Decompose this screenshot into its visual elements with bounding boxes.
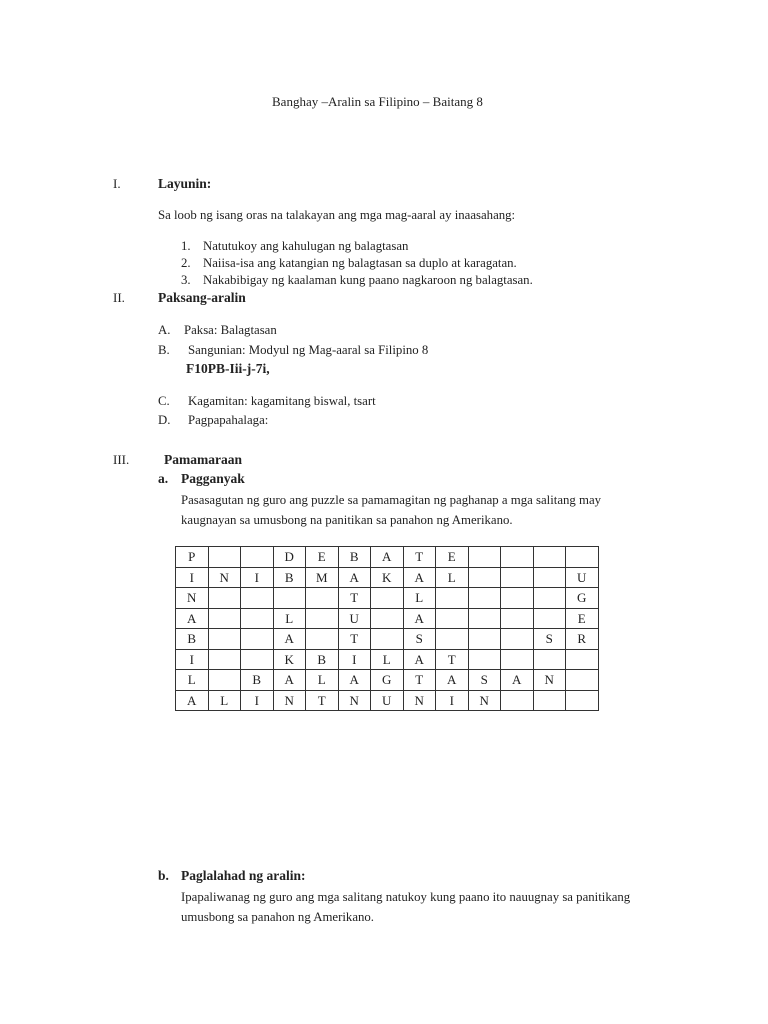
puzzle-cell: N — [208, 567, 241, 588]
puzzle-row — [176, 567, 599, 588]
puzzle-cell — [241, 608, 274, 629]
puzzle-cell: A — [273, 670, 306, 691]
puzzle-cell: E — [306, 547, 339, 568]
reference-letter: B. — [158, 343, 170, 357]
puzzle-row — [176, 629, 599, 650]
puzzle-cell: I — [241, 567, 274, 588]
puzzle-cell — [468, 588, 501, 609]
puzzle-cell — [501, 649, 534, 670]
puzzle-cell: K — [273, 649, 306, 670]
puzzle-cell: A — [176, 690, 209, 711]
puzzle-cell — [501, 608, 534, 629]
puzzle-cell: L — [306, 670, 339, 691]
puzzle-cell: I — [338, 649, 371, 670]
subject-letter: A. — [158, 323, 171, 337]
puzzle-cell — [241, 547, 274, 568]
puzzle-cell: I — [436, 690, 469, 711]
document-title: Banghay –Aralin sa Filipino – Baitang 8 — [272, 94, 483, 109]
section-3-heading: Pamamaraan — [164, 452, 242, 467]
subsection-b-text: Ipapaliwanag ng guro ang mga salitang natukoy kung paano ito nauugnay sa panitikang umusbong sa panahon ng Amerikano. — [181, 890, 631, 924]
materials-letter: C. — [158, 394, 170, 408]
puzzle-cell: A — [338, 567, 371, 588]
section-3-numeral: III. — [113, 452, 130, 467]
puzzle-cell: I — [176, 649, 209, 670]
puzzle-cell — [208, 588, 241, 609]
objective-number: 1. — [181, 239, 191, 253]
puzzle-cell: G — [566, 588, 599, 609]
puzzle-cell — [566, 547, 599, 568]
puzzle-cell: M — [306, 567, 339, 588]
puzzle-cell: K — [371, 567, 404, 588]
puzzle-cell: S — [533, 629, 566, 650]
puzzle-cell: T — [306, 690, 339, 711]
puzzle-cell — [468, 649, 501, 670]
puzzle-cell: B — [306, 649, 339, 670]
section-2-heading: Paksang-aralin — [158, 290, 246, 305]
puzzle-cell — [208, 608, 241, 629]
objective-text: Naiisa-isa ang katangian ng balagtasan sa duplo at karagatan. — [203, 256, 517, 270]
puzzle-cell — [533, 567, 566, 588]
objective-text: Natutukoy ang kahulugan ng balagtasan — [203, 239, 409, 253]
puzzle-cell — [306, 608, 339, 629]
subsection-b-heading: Paglalahad ng aralin: — [181, 868, 306, 883]
section-1-heading: Layunin: — [158, 176, 212, 191]
section-1-intro: Sa loob ng isang oras na talakayan ang mga mag-aaral ay inaasahang: — [158, 208, 516, 222]
puzzle-cell: A — [403, 567, 436, 588]
puzzle-cell — [468, 547, 501, 568]
competency-code: F10PB-Iii-j-7i, — [186, 361, 270, 376]
objective-text: Nakabibigay ng kaalaman kung paano nagkaroon ng balagtasan. — [203, 273, 533, 287]
puzzle-cell: A — [403, 608, 436, 629]
materials-text: Kagamitan: kagamitang biswal, tsart — [188, 394, 376, 408]
puzzle-cell: P — [176, 547, 209, 568]
puzzle-cell: I — [241, 690, 274, 711]
puzzle-cell: T — [436, 649, 469, 670]
puzzle-cell: B — [273, 567, 306, 588]
puzzle-cell — [306, 629, 339, 650]
puzzle-cell — [371, 588, 404, 609]
puzzle-cell — [208, 670, 241, 691]
puzzle-cell — [533, 690, 566, 711]
puzzle-cell — [566, 690, 599, 711]
puzzle-row — [176, 649, 599, 670]
puzzle-cell: T — [403, 670, 436, 691]
puzzle-cell — [208, 547, 241, 568]
puzzle-cell — [468, 567, 501, 588]
puzzle-cell: I — [176, 567, 209, 588]
puzzle-cell — [371, 629, 404, 650]
puzzle-cell: N — [176, 588, 209, 609]
puzzle-cell: L — [436, 567, 469, 588]
puzzle-cell: R — [566, 629, 599, 650]
subsection-a-heading: Pagganyak — [181, 471, 245, 486]
puzzle-cell: B — [338, 547, 371, 568]
puzzle-cell — [208, 649, 241, 670]
puzzle-cell — [501, 547, 534, 568]
puzzle-cell — [436, 588, 469, 609]
puzzle-cell: B — [241, 670, 274, 691]
puzzle-cell: N — [403, 690, 436, 711]
values-text: Pagpapahalaga: — [188, 413, 269, 427]
objective-number: 2. — [181, 256, 191, 270]
puzzle-cell — [371, 608, 404, 629]
puzzle-cell: E — [436, 547, 469, 568]
section-1-numeral: I. — [113, 176, 121, 191]
puzzle-cell: G — [371, 670, 404, 691]
puzzle-cell — [533, 608, 566, 629]
puzzle-cell: A — [371, 547, 404, 568]
puzzle-cell: L — [176, 670, 209, 691]
puzzle-cell — [241, 588, 274, 609]
puzzle-cell: B — [176, 629, 209, 650]
reference-text: Sangunian: Modyul ng Mag-aaral sa Filipino 8 — [188, 343, 429, 357]
puzzle-cell: N — [273, 690, 306, 711]
puzzle-cell — [501, 629, 534, 650]
puzzle-cell: N — [533, 670, 566, 691]
puzzle-cell — [468, 608, 501, 629]
puzzle-cell: T — [338, 588, 371, 609]
puzzle-cell — [566, 670, 599, 691]
puzzle-cell: N — [338, 690, 371, 711]
puzzle-cell: A — [403, 649, 436, 670]
word-puzzle-grid — [175, 546, 599, 711]
puzzle-cell: U — [566, 567, 599, 588]
puzzle-row — [176, 547, 599, 568]
values-letter: D. — [158, 413, 171, 427]
puzzle-cell: L — [273, 608, 306, 629]
puzzle-cell — [566, 649, 599, 670]
puzzle-cell: L — [371, 649, 404, 670]
subsection-a-letter: a. — [158, 471, 169, 486]
puzzle-cell: U — [338, 608, 371, 629]
puzzle-cell: S — [403, 629, 436, 650]
puzzle-cell — [208, 629, 241, 650]
puzzle-row — [176, 588, 599, 609]
puzzle-cell: T — [338, 629, 371, 650]
puzzle-cell — [468, 629, 501, 650]
section-2-numeral: II. — [113, 290, 125, 305]
subsection-b-letter: b. — [158, 868, 169, 883]
puzzle-cell — [273, 588, 306, 609]
puzzle-cell — [241, 629, 274, 650]
puzzle-cell: S — [468, 670, 501, 691]
puzzle-cell: A — [338, 670, 371, 691]
puzzle-cell: L — [403, 588, 436, 609]
subject-text: Paksa: Balagtasan — [184, 323, 277, 337]
puzzle-cell: E — [566, 608, 599, 629]
puzzle-cell — [501, 690, 534, 711]
puzzle-cell — [306, 588, 339, 609]
puzzle-row — [176, 670, 599, 691]
puzzle-cell: D — [273, 547, 306, 568]
puzzle-cell: N — [468, 690, 501, 711]
puzzle-cell: L — [208, 690, 241, 711]
puzzle-cell: U — [371, 690, 404, 711]
subsection-a-text: Pasasagutan ng guro ang puzzle sa pamamagitan ng paghanap a mga salitang may kaugnayan sa umusbong na panitikan sa panahon ng Amerikano. — [181, 493, 602, 527]
puzzle-row — [176, 608, 599, 629]
puzzle-cell — [501, 567, 534, 588]
puzzle-cell: A — [436, 670, 469, 691]
puzzle-cell — [436, 629, 469, 650]
puzzle-cell — [501, 588, 534, 609]
puzzle-cell: T — [403, 547, 436, 568]
puzzle-cell: A — [176, 608, 209, 629]
puzzle-cell — [241, 649, 274, 670]
puzzle-cell — [436, 608, 469, 629]
puzzle-cell: A — [273, 629, 306, 650]
puzzle-cell — [533, 588, 566, 609]
puzzle-cell: A — [501, 670, 534, 691]
puzzle-cell — [533, 547, 566, 568]
puzzle-row — [176, 690, 599, 711]
puzzle-cell — [533, 649, 566, 670]
objective-number: 3. — [181, 273, 191, 287]
